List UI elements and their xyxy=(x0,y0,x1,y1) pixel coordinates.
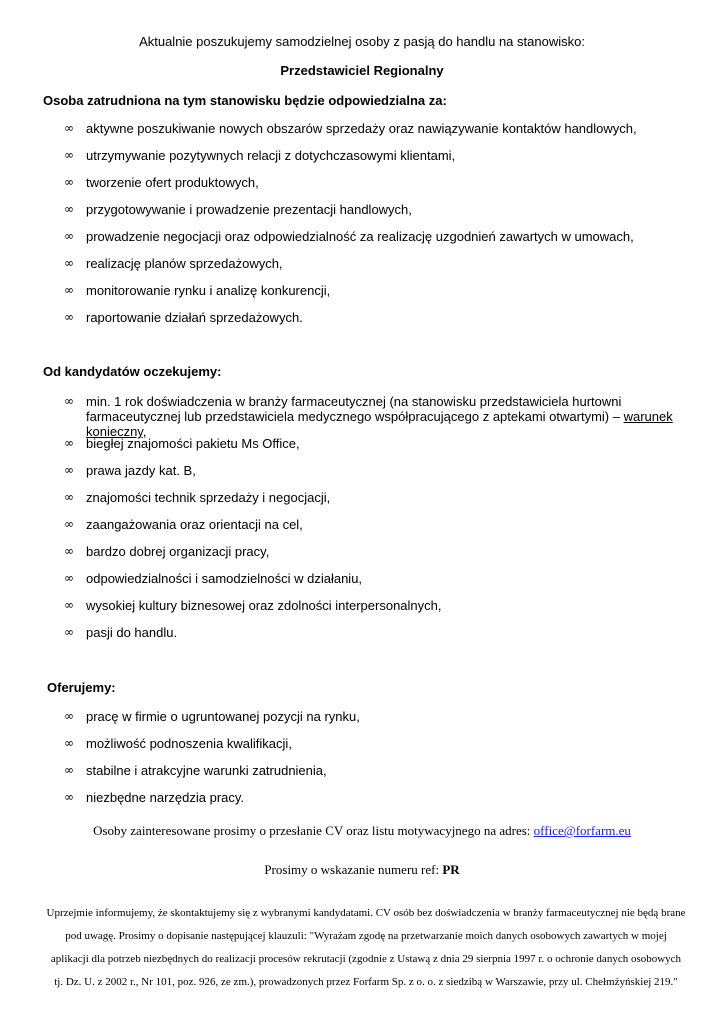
list-item: ∞ pracę w firmie o ugruntowanej pozycji na rynku, xyxy=(64,709,360,724)
responsibilities-heading: Osoba zatrudniona na tym stanowisku będzie odpowiedzialna za: xyxy=(43,93,447,108)
list-item: ∞ wysokiej kultury biznesowej oraz zdolności interpersonalnych, xyxy=(64,598,442,613)
list-item: ∞ realizację planów sprzedażowych, xyxy=(64,256,283,271)
list-item: ∞ min. 1 rok doświadczenia w branży farmaceutycznej (na stanowisku przedstawiciela hurtowni farmaceutycznej lub przedstawiciela medycznego współpracującego z aptekami otwartymi) – warunek konieczny, xyxy=(64,394,673,439)
infinity-bullet-icon: ∞ xyxy=(64,202,74,216)
list-item: ∞ przygotowywanie i prowadzenie prezentacji handlowych, xyxy=(64,202,412,217)
list-item: ∞ odpowiedzialności i samodzielności w działaniu, xyxy=(64,571,363,586)
infinity-bullet-icon: ∞ xyxy=(64,121,74,135)
infinity-bullet-icon: ∞ xyxy=(64,736,74,750)
requirements-heading: Od kandydatów oczekujemy: xyxy=(43,364,222,379)
offer-heading: Oferujemy: xyxy=(47,680,116,695)
infinity-bullet-icon: ∞ xyxy=(64,310,74,324)
list-item: ∞ prowadzenie negocjacji oraz odpowiedzialność za realizację uzgodnień zawartych w umowach, xyxy=(64,229,634,244)
offer-list xyxy=(64,709,360,817)
infinity-bullet-icon: ∞ xyxy=(64,436,74,450)
infinity-bullet-icon: ∞ xyxy=(64,709,74,723)
infinity-bullet-icon: ∞ xyxy=(64,625,74,639)
infinity-bullet-icon: ∞ xyxy=(64,256,74,270)
list-item: ∞ możliwość podnoszenia kwalifikacji, xyxy=(64,736,292,751)
infinity-bullet-icon: ∞ xyxy=(64,517,74,531)
list-item: ∞ prawa jazdy kat. B, xyxy=(64,463,196,478)
privacy-disclaimer: Uprzejmie informujemy, że skontaktujemy się z wybranymi kandydatami. CV osób bez doświadczenia w branży farmaceutycznej nie będą brane pod uwagę. Prosimy o dopisanie następującej klauzuli: "Wyrażam zgodę na przetwarzanie moich danych osobowych zawartych w mojej aplikacji dla potrzeb niezbędnych do realizacji procesów rekrutacji (zgodnie z Ustawą z dnia 29 sierpnia 1997 r. o ochronie danych osobowych tj. Dz. U. z 2002 r., Nr 101, poz. 926, ze zm.), prowadzonych przez Forfarm Sp. z o. o. z siedzibą w Warszawie, przy ul. Chełmżyńskiej 219." xyxy=(46,907,686,988)
infinity-bullet-icon: ∞ xyxy=(64,229,74,243)
infinity-bullet-icon: ∞ xyxy=(64,490,74,504)
list-item: ∞ znajomości technik sprzedaży i negocjacji, xyxy=(64,490,331,505)
infinity-bullet-icon: ∞ xyxy=(64,175,74,189)
infinity-bullet-icon: ∞ xyxy=(64,790,74,804)
infinity-bullet-icon: ∞ xyxy=(64,463,74,477)
list-item: ∞ monitorowanie rynku i analizę konkurencji, xyxy=(64,283,331,298)
list-item: ∞ bardzo dobrej organizacji pracy, xyxy=(64,544,270,559)
position-title: Przedstawiciel Regionalny xyxy=(280,63,444,78)
list-item: ∞ zaangażowania oraz orientacji na cel, xyxy=(64,517,303,532)
list-item: ∞ aktywne poszukiwanie nowych obszarów sprzedaży oraz nawiązywanie kontaktów handlowych, xyxy=(64,121,637,136)
reference-line: Prosimy o wskazanie numeru ref: PR xyxy=(264,862,460,877)
infinity-bullet-icon: ∞ xyxy=(64,598,74,612)
infinity-bullet-icon: ∞ xyxy=(64,763,74,777)
infinity-bullet-icon: ∞ xyxy=(64,571,74,585)
reference-code: PR xyxy=(442,862,460,877)
infinity-bullet-icon: ∞ xyxy=(64,283,74,297)
infinity-bullet-icon: ∞ xyxy=(64,544,74,558)
requirements-list xyxy=(64,394,684,652)
list-item: ∞ pasji do handlu. xyxy=(64,625,178,640)
list-item: ∞ utrzymywanie pozytywnych relacji z dotychczasowymi klientami, xyxy=(64,148,456,163)
list-item: ∞ niezbędne narzędzia pracy. xyxy=(64,790,245,805)
intro-text: Aktualnie poszukujemy samodzielnej osoby z pasją do handlu na stanowisko: xyxy=(139,34,585,49)
infinity-bullet-icon: ∞ xyxy=(64,394,74,408)
infinity-bullet-icon: ∞ xyxy=(64,148,74,162)
contact-line: Osoby zainteresowane prosimy o przesłanie CV oraz listu motywacyjnego na adres: office@forfarm.eu xyxy=(93,823,631,838)
responsibilities-list xyxy=(64,121,637,337)
list-item: ∞ raportowanie działań sprzedażowych. xyxy=(64,310,303,325)
list-item: ∞ stabilne i atrakcyjne warunki zatrudnienia, xyxy=(64,763,327,778)
list-item: ∞ biegłej znajomości pakietu Ms Office, xyxy=(64,436,300,451)
email-link[interactable]: office@forfarm.eu xyxy=(533,823,631,838)
list-item: ∞ tworzenie ofert produktowych, xyxy=(64,175,259,190)
required-condition: warunek konieczny xyxy=(86,409,673,439)
